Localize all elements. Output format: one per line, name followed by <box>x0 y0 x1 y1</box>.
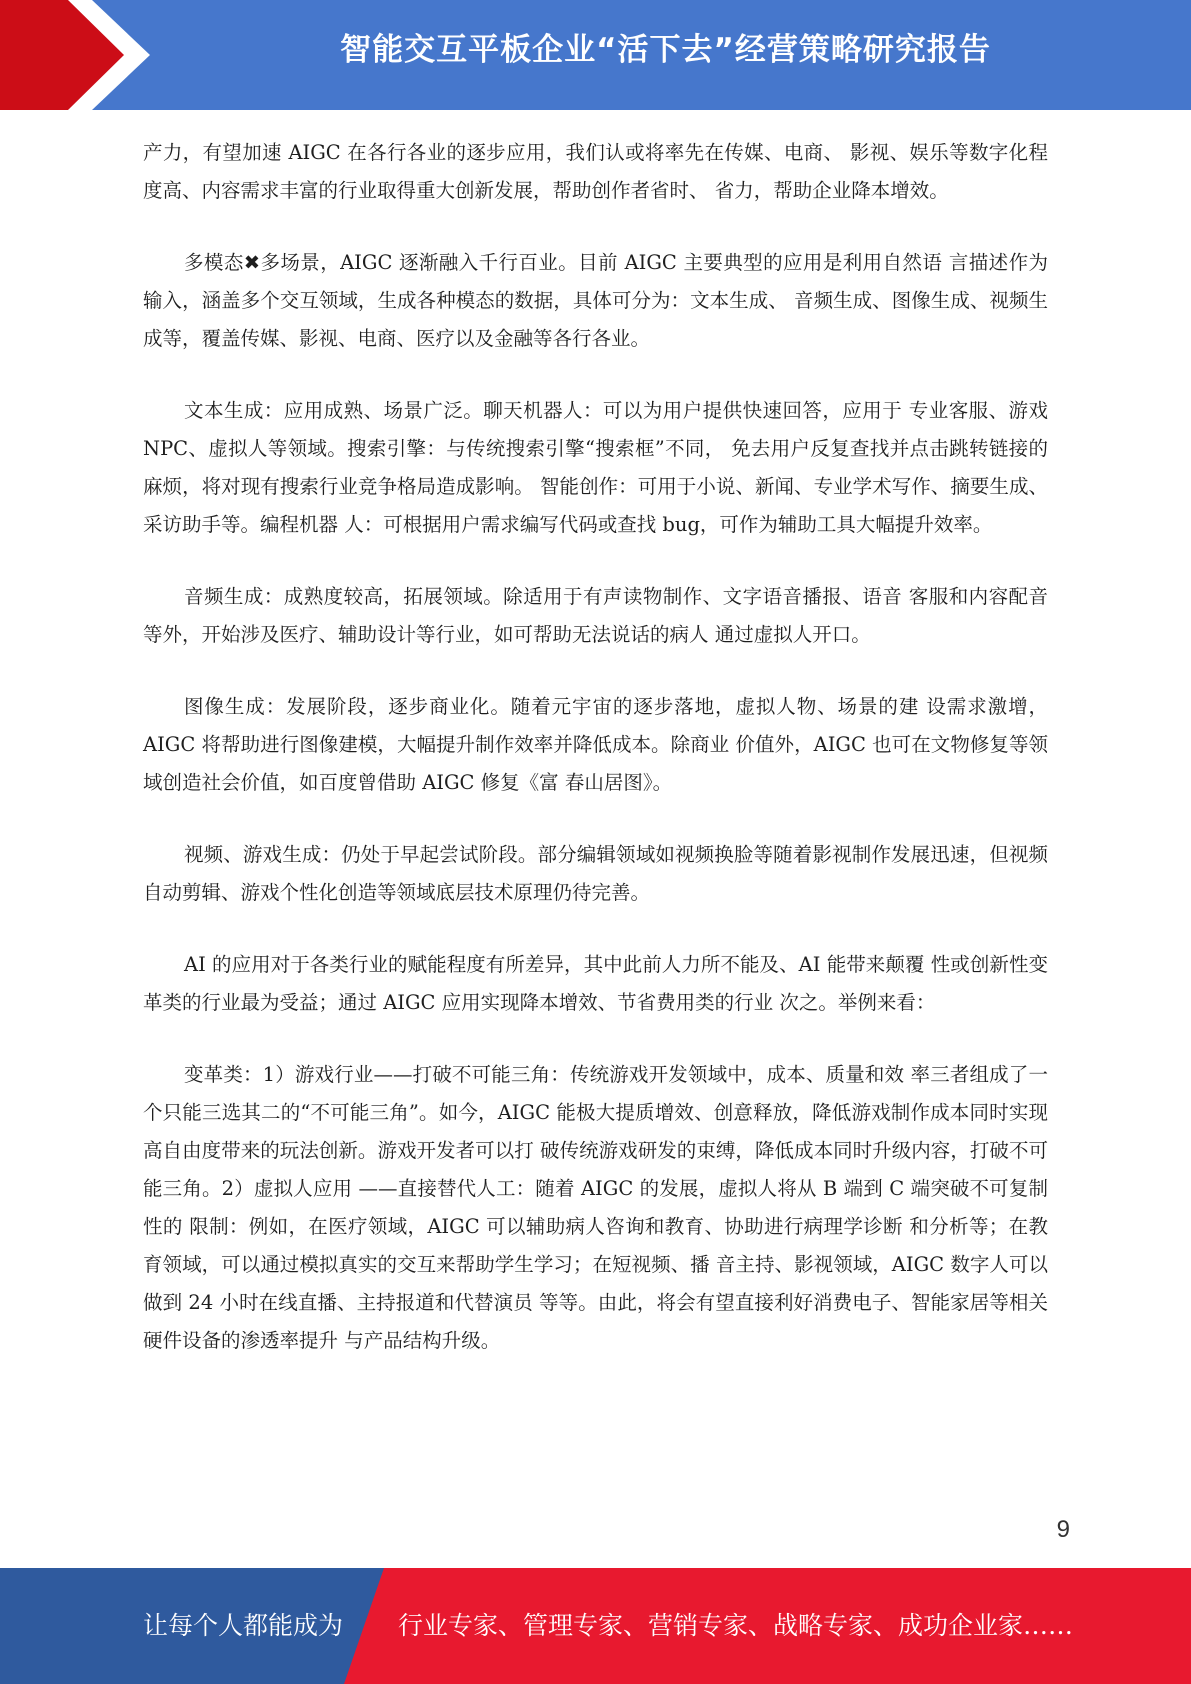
page-number: 9 <box>1056 1516 1070 1543</box>
paragraph-1: 产力，有望加速 AIGC 在各行各业的逐步应用，我们认或将率先在传媒、电商、 影视、娱乐等数字化程度高、内容需求丰富的行业取得重大创新发展，帮助创作者省时、 省力，帮助企业降本增效。 <box>143 141 1048 202</box>
body-text <box>143 134 1048 1394</box>
page-footer <box>0 1568 1191 1684</box>
page-header <box>0 0 1191 110</box>
paragraph-7: AI 的应用对于各类行业的赋能程度有所差异，其中此前人力所不能及、AI 能带来颠覆 性或创新性变革类的行业最为受益；通过 AIGC 应用实现降本增效、节省费用类的行业 次之。举例来看： <box>143 953 1048 1014</box>
footer-slogan-left: 让每个人都能成为 <box>143 1611 344 1640</box>
paragraph-3: 文本生成：应用成熟、场景广泛。聊天机器人：可以为用户提供快速回答，应用于 专业客服、游戏 NPC、虚拟人等领域。搜索引擎：与传统搜索引擎“搜索框”不同， 免去用户反复查找并点击跳转链接的麻烦，将对现有搜索行业竞争格局造成影响。 智能创作：可用于小说、新闻、专业学术写作、摘要生成、采访助手等。编程机器 人：可根据用户需求编写代码或查找 bug，可作为辅助工具大幅提升效率。 <box>143 399 1048 536</box>
paragraph-6: 视频、游戏生成：仍处于早起尝试阶段。部分编辑领域如视频换脸等随着影视制作发展迅速，但视频自动剪辑、游戏个性化创造等领域底层技术原理仍待完善。 <box>143 843 1048 904</box>
footer-slogan-right: 行业专家、管理专家、营销专家、战略专家、成功企业家…… <box>398 1611 1074 1640</box>
header-title: 智能交互平板企业“活下去”经营策略研究报告 <box>340 32 991 68</box>
paragraph-8: 变革类：1）游戏行业——打破不可能三角：传统游戏开发领域中，成本、质量和效 率三者组成了一个只能三选其二的“不可能三角”。如今，AIGC 能极大提质增效、创意释放，降低游戏制作成本同时实现高自由度带来的玩法创新。游戏开发者可以打 破传统游戏研发的束缚，降低成本同时升级内容，打破不可能三角。2）虚拟人应用 ——直接替代人工：随着 AIGC 的发展，虚拟人将从 B 端到 C 端突破不可复制性的 限制：例如，在医疗领域，AIGC 可以辅助病人咨询和教育、协助进行病理学诊断 和分析等；在教育领域，可以通过模拟真实的交互来帮助学生学习；在短视频、播 音主持、影视领域，AIGC 数字人可以做到 24 小时在线直播、主持报道和代替演员 等等。由此，将会有望直接利好消费电子、智能家居等相关硬件设备的渗透率提升 与产品结构升级。 <box>143 1063 1048 1352</box>
header-chevron-decoration <box>0 0 160 110</box>
paragraph-4: 音频生成：成熟度较高，拓展领域。除适用于有声读物制作、文字语音播报、语音 客服和内容配音等外，开始涉及医疗、辅助设计等行业，如可帮助无法说话的病人 通过虚拟人开口。 <box>143 585 1048 646</box>
paragraph-5: 图像生成：发展阶段，逐步商业化。随着元宇宙的逐步落地，虚拟人物、场景的建 设需求激增，AIGC 将帮助进行图像建模，大幅提升制作效率并降低成本。除商业 价值外，AIGC 也可在文物修复等领域创造社会价值，如百度曾借助 AIGC 修复《富 春山居图》。 <box>143 695 1048 794</box>
paragraph-2: 多模态✖多场景，AIGC 逐渐融入千行百业。目前 AIGC 主要典型的应用是利用自然语 言描述作为输入，涵盖多个交互领域，生成各种模态的数据，具体可分为：文本生成、 音频生成、图像生成、视频生成等，覆盖传媒、影视、电商、医疗以及金融等各行各业。 <box>143 251 1048 350</box>
